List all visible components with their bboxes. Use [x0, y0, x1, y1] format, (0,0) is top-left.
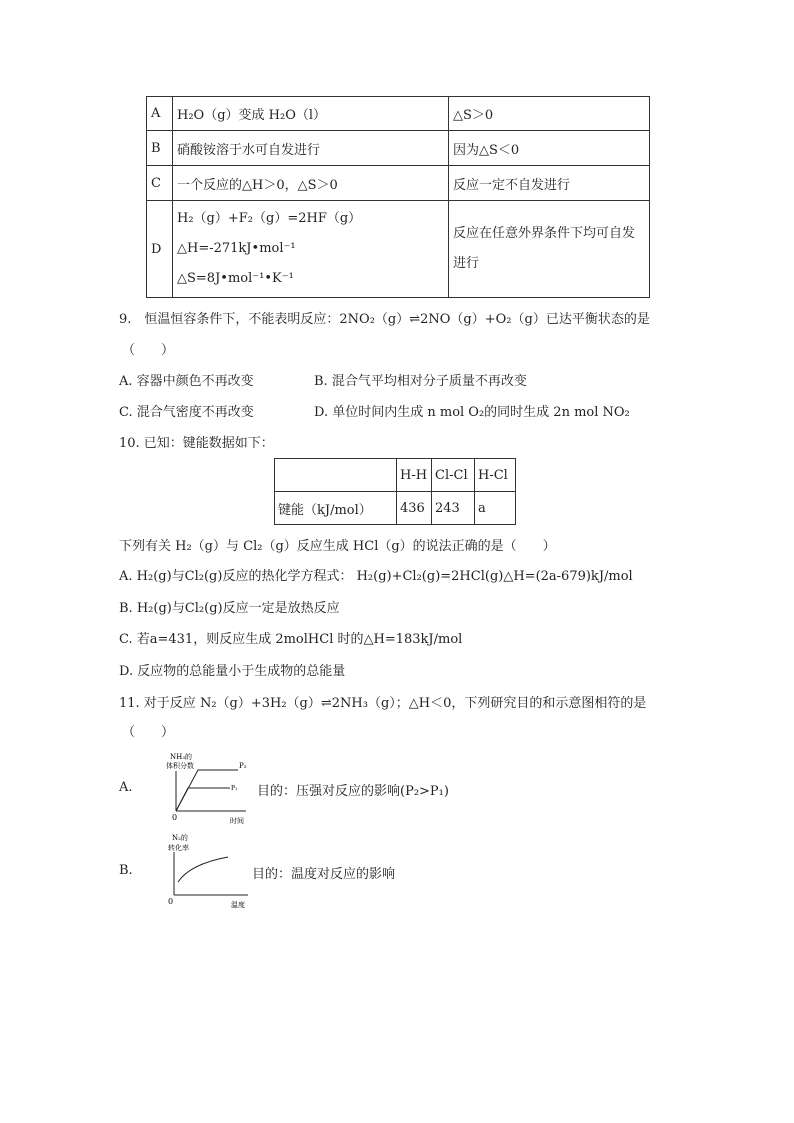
q11-option-a-label: A. — [119, 780, 133, 795]
q9-option-a: A. 容器中颜色不再改变 — [119, 374, 254, 389]
option-key: A — [147, 97, 173, 131]
conversion-curve — [178, 857, 228, 882]
temperature-figure — [150, 832, 255, 910]
options-table — [146, 96, 650, 298]
table-header: Cl-Cl — [432, 459, 475, 492]
option-line: △H=-271kJ•mol⁻¹ — [177, 241, 296, 256]
table-row — [147, 97, 650, 131]
table-row — [275, 459, 516, 492]
q10-stem: 10. 已知：键能数据如下： — [119, 436, 274, 451]
option-left: 一个反应的△H＞0，△S＞0 — [173, 166, 449, 201]
option-line: △S=8J•mol⁻¹•K⁻¹ — [177, 271, 294, 286]
table-row — [147, 166, 650, 201]
q10-option-a: A. H₂(g)与Cl₂(g)反应的热化学方程式： H₂(g)+Cl₂(g)=2HCl(g)△H=(2a-679)kJ/mol — [119, 569, 633, 584]
q11-option-b-text: 目的：温度对反应的影响 — [252, 867, 396, 882]
figure-ylabel-line1: N₂的 — [172, 834, 188, 842]
q9-option-c: C. 混合气密度不再改变 — [119, 405, 254, 420]
figure-ylabel-line2: 转化率 — [168, 844, 189, 852]
q11-stem: 11. 对于反应 N₂（g）+3H₂（g）⇌2NH₃（g）；△H＜0，下列研究目的和示意图相符的是 — [119, 696, 647, 711]
option-left: 硝酸铵溶于水可自发进行 — [173, 131, 449, 166]
table-row — [147, 201, 650, 298]
figure-xlabel: 温度 — [231, 901, 245, 909]
option-key: D — [147, 201, 173, 298]
table-row — [147, 131, 650, 166]
option-left — [173, 201, 449, 298]
q9-option-b: B. 混合气平均相对分子质量不再改变 — [314, 374, 527, 389]
table-header: H-H — [397, 459, 432, 492]
q10-option-b: B. H₂(g)与Cl₂(g)反应一定是放热反应 — [119, 601, 340, 616]
option-left: H₂O（g）变成 H₂O（l） — [173, 97, 449, 131]
curve-p1 — [176, 788, 230, 811]
figure-xlabel: 时间 — [230, 817, 244, 825]
option-right: 反应一定不自发进行 — [449, 166, 650, 201]
table-cell: 键能（kJ/mol） — [275, 492, 397, 525]
table-header: H-Cl — [475, 459, 516, 492]
q10-option-d: D. 反应物的总能量小于生成物的总能量 — [119, 664, 346, 679]
figure-ylabel-line1: NH₃的 — [170, 753, 193, 761]
table-cell: 243 — [432, 492, 475, 525]
q11-option-b-label: B. — [119, 863, 133, 878]
label-p2: P₂ — [239, 762, 247, 770]
table-cell: a — [475, 492, 516, 525]
pressure-figure — [150, 750, 255, 826]
figure-origin: 0 — [172, 813, 178, 822]
option-line: H₂（g）+F₂（g）=2HF（g） — [177, 211, 362, 226]
q10-option-c: C. 若a=431，则反应生成 2molHCl 时的△H=183kJ/mol — [119, 632, 463, 647]
table-header — [275, 459, 397, 492]
figure-origin: 0 — [168, 897, 174, 906]
q11-option-a-text: 目的：压强对反应的影响(P₂>P₁) — [257, 784, 449, 799]
option-right-text: 反应在任意外界条件下均可自发进行 — [453, 226, 636, 271]
curve-p2 — [176, 770, 238, 811]
bond-energy-table — [274, 458, 516, 525]
table-row — [275, 492, 516, 525]
table-cell: 436 — [397, 492, 432, 525]
q10-question: 下列有关 H₂（g）与 Cl₂（g）反应生成 HCl（g）的说法正确的是（ ） — [119, 539, 556, 554]
option-right — [449, 201, 650, 298]
q9-option-d: D. 单位时间内生成 n mol O₂的同时生成 2n mol NO₂ — [314, 405, 630, 420]
q9-stem: 9. 恒温恒容条件下，不能表明反应：2NO₂（g）⇌2NO（g）+O₂（g）已达平衡状态的是 — [119, 312, 650, 327]
figure-ylabel-line2: 体积分数 — [166, 762, 194, 770]
q11-paren: （ ） — [122, 725, 175, 740]
option-right: △S＞0 — [449, 97, 650, 131]
label-p1: P₁ — [231, 785, 238, 792]
q9-paren: （ ） — [122, 343, 175, 358]
option-key: C — [147, 166, 173, 201]
option-key: B — [147, 131, 173, 166]
option-right: 因为△S＜0 — [449, 131, 650, 166]
